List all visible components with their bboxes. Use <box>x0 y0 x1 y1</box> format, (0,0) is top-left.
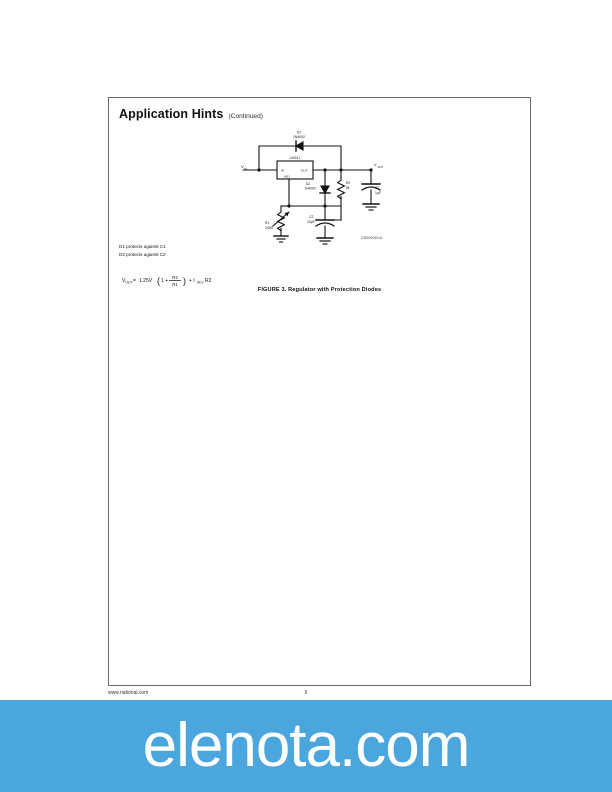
d2-diode-triangle <box>321 186 329 193</box>
c1-value-label: 1µF <box>375 191 381 195</box>
datasheet-page <box>108 97 531 686</box>
formula-vout-sub: OUT <box>125 280 133 285</box>
r2-top-junction-dot <box>339 168 342 171</box>
header-divider <box>119 124 521 125</box>
c1-label: C1 <box>375 186 380 190</box>
footer-website[interactable]: www.national.com <box>108 690 149 696</box>
figure-notes <box>119 243 166 260</box>
ic-out-pin-label: OUT <box>301 168 308 173</box>
c2-value-label: 10µF <box>307 220 315 224</box>
vin-label: V <box>241 164 244 169</box>
formula-equals: = <box>133 278 136 284</box>
figure-doc-code: DS009063-6 <box>361 236 383 240</box>
circuit-schematic <box>241 128 391 248</box>
formula-adj-sub: ADJ <box>197 280 204 285</box>
formula-paren-close-glyph: ) <box>183 276 186 286</box>
section-continued-label: (Continued) <box>228 113 263 120</box>
r2-value-label: 5k <box>346 186 350 190</box>
d2-label: D2 <box>305 182 310 186</box>
formula-r1-denominator: R1 <box>172 282 178 287</box>
d1-diode-triangle <box>296 142 303 150</box>
formula-r2-numerator: R2 <box>172 275 178 280</box>
c1-junction-dot <box>369 168 372 171</box>
footer-page-number: 6 <box>304 690 308 696</box>
formula-one-plus: 1 + <box>161 278 169 284</box>
vout-label: V <box>374 162 377 167</box>
formula-vout: V <box>122 278 126 284</box>
page-title <box>119 107 263 121</box>
watermark-banner <box>0 700 612 792</box>
c2-label: C2 <box>309 215 314 219</box>
r1-value-label: 240Ω <box>265 226 274 230</box>
ic-adj-pin-label: ADJ <box>284 174 290 179</box>
d2-part-label: 1N4002 <box>304 186 316 191</box>
section-title-text: Application Hints <box>119 107 224 121</box>
watermark-text: elenota.com <box>142 711 470 780</box>
formula-paren-open-glyph: ( <box>157 276 160 286</box>
vin-junction-dot <box>257 168 260 171</box>
vout-sublabel: OUT <box>377 165 384 169</box>
r2-label: R2 <box>346 181 351 185</box>
formula-r2-term: R2 <box>205 278 212 284</box>
d1-label: D1 <box>296 130 302 135</box>
formula-plus-iadj: + I <box>189 278 195 284</box>
note-d1: D1 protects against C1 <box>119 244 166 249</box>
formula-const: 1.25V <box>139 278 153 284</box>
lm317-label: LM317 <box>289 156 301 160</box>
r1-label: R1 <box>265 221 270 225</box>
note-d2: D2 protects against C2 <box>119 252 166 258</box>
ic-in-pin-label: IN <box>281 168 284 173</box>
d2-top-junction-dot <box>323 168 326 171</box>
d1-part-label: 1N4002 <box>293 135 305 139</box>
vin-sublabel: IN <box>244 167 248 171</box>
figure-caption: FIGURE 3. Regulator with Protection Diodes <box>257 287 382 293</box>
